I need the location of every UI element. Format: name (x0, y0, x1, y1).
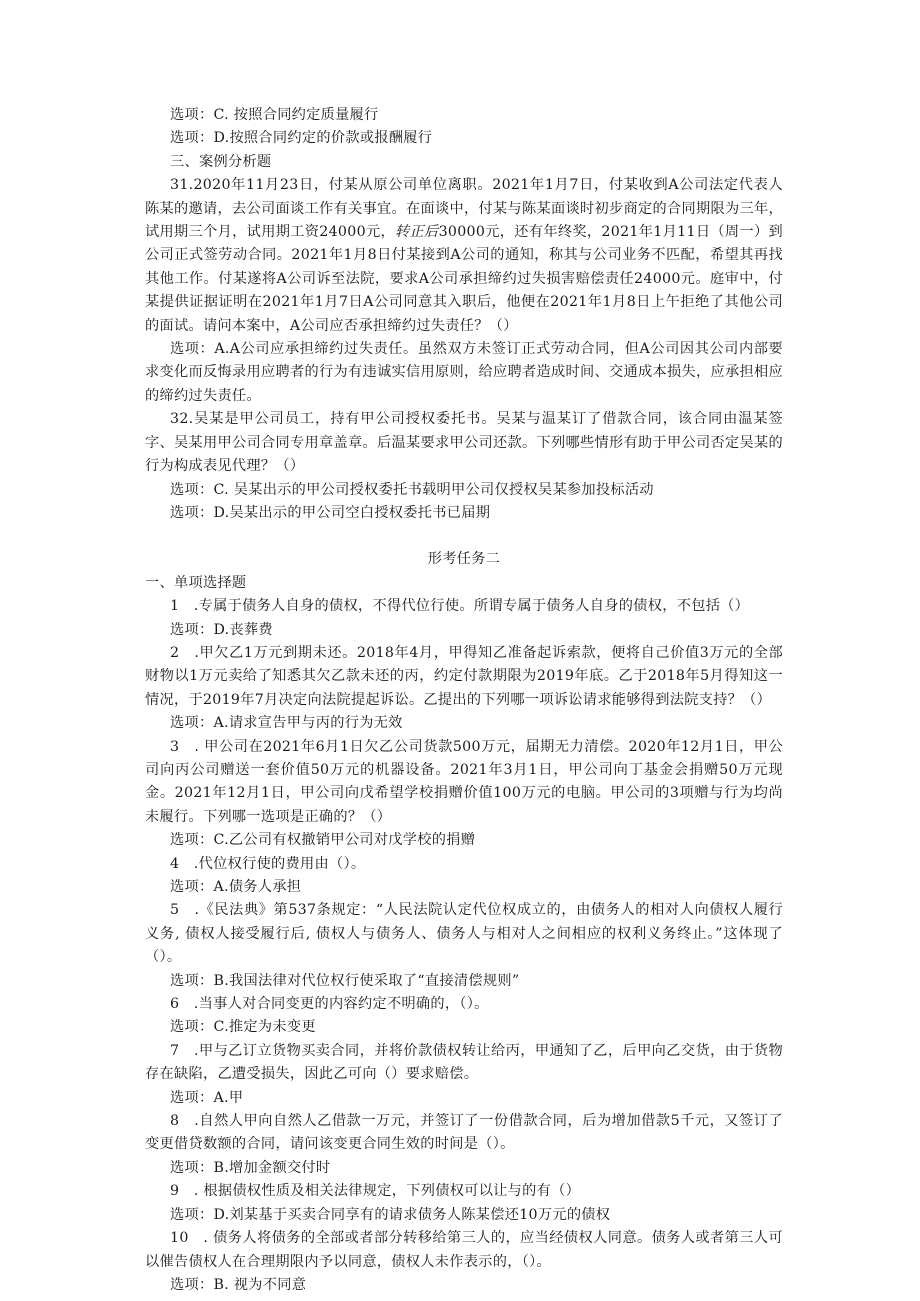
question-31-italic: 转正后 (395, 224, 439, 241)
question-32-answer-d: 选项：D.吴某出示的甲公司空白授权委托书已届期 (170, 504, 491, 521)
answer-item: 选项：C.推定为未变更 (170, 1019, 316, 1036)
question-32: 32.吴某是甲公司员工，持有甲公司授权委托书。吴某与温某订了借款合同，该合同由温某签字、吴某用甲公司合同专用章盖章。后温某要求甲公司还款。下列哪些情形有助于甲公司否定吴某的行为构成表见代理？（） (145, 411, 783, 475)
answer-item: 选项：C.乙公司有权撤销甲公司对戊学校的捐赠 (170, 832, 476, 849)
question-31 (145, 174, 783, 338)
answer-item: 选项：A.甲 (170, 1089, 244, 1106)
question-item: 6 .当事人对合同变更的内容约定不明确的，（）。 (170, 996, 489, 1013)
question-item: 8 .自然人甲向自然人乙借款一万元，并签订了一份借款合同，后为增加借款5千元，又签订了变更借贷数额的合同，请问该变更合同生效的时间是（）。 (145, 1113, 783, 1153)
question-item: 9 . 根据债权性质及相关法律规定，下列债权可以让与的有（） (170, 1183, 581, 1200)
question-item: 3 . 甲公司在2021年6月1日欠乙公司货款500万元，届期无力清偿。2020年12月1日，甲公司向丙公司赠送一套价值50万元的机器设备。2021年3月1日，甲公司向丁基金会捐赠50万元现金。2021年12月1日，甲公司向戊希望学校捐赠价值100万元的电脑。甲公司的3项赠与行为均尚未履行。下列哪一选项是正确的？（） (145, 738, 783, 825)
question-31-text-b: 30000元，还有年终奖，2021年1月11日（周一）到公司正式签劳动合同。2021年1月8日付某接到A公司的通知，称其与公司业务不匹配，希望其再找其他工作。付某遂将A公司诉至法院，要求A公司承担缔约过失损害赔偿责任24000元。庭审中，付某提供证据证明在2021年1月7日A公司同意其入职后，他便在2021年1月8日上午拒绝了其他公司的面试。请问本案中，A公司应否承担缔约过失责任？（） (145, 224, 783, 334)
question-31-answer: 选项：A.A公司应承担缔约过失责任。虽然双方未签订正式劳动合同，但A公司因其公司内部要求变化而反悔录用应聘者的行为有违诚实信用原则，给应聘者造成时间、交通成本损失，应承担相应的缔约过失责任。 (145, 341, 783, 404)
answer-item: 选项：A.请求宣告甲与丙的行为无效 (170, 715, 403, 732)
question-item: 5 .《民法典》第537条规定：“人民法院认定代位权成立的，由债务人的相对人向债权人履行义务, 债权人接受履行后, 债权人与债务人、债务人与相对人之间相应的权利义务终止。”这体现了（）。 (145, 902, 783, 966)
section-title: 形考任务二 (427, 551, 501, 568)
question-item: 7 .甲与乙订立货物买卖合同，并将价款债权转让给丙，甲通知了乙，后甲向乙交货，由于货物存在缺陷，乙遭受损失，因此乙可向（）要求赔偿。 (145, 1042, 783, 1083)
question-item: 1 .专属于债务人自身的债权，不得代位行使。所谓专属于债务人自身的债权，不包括（） (170, 598, 750, 615)
question-item: 2 .甲欠乙1万元到期未还。2018年4月，甲得知乙准备起诉索款，便将自己价值3万元的全部财物以1万元卖给了知悉其欠乙款未还的丙，约定付款期限为2019年底。乙于2018年5月得知这一情况，于2019年7月决定向法院提起诉讼。乙提出的下列哪一项诉讼请求能够得到法院支持？（） (145, 644, 783, 708)
answer-item: 选项：D.丧葬费 (170, 621, 273, 638)
answer-item: 选项：B.我国法律对代位权行使采取了“直接清偿规则” (170, 972, 520, 989)
question-32-answer-c: 选项：C. 吴某出示的甲公司授权委托书载明甲公司仅授权吴某参加投标活动 (170, 481, 654, 498)
document-content (145, 104, 783, 1297)
question-item: 10 . 债务人将债务的全部或者部分转移给第三人的，应当经债权人同意。债务人或者第三人可以催告债权人在合理期限内予以同意，债权人未作表示的，（）。 (145, 1230, 783, 1270)
answer-item: 选项：A.债务人承担 (170, 879, 302, 895)
option-line: 选项：D.按照合同约定的价款或报酬履行 (170, 130, 433, 147)
answer-item: 选项：B.增加金额交付时 (170, 1159, 331, 1176)
question-item: 4 .代位权行使的费用由（）。 (170, 855, 366, 872)
answer-item: 选项：D.刘某基于买卖合同享有的请求债务人陈某偿还10万元的债权 (170, 1206, 611, 1223)
section-subtitle: 一、单项选择题 (145, 574, 247, 591)
answer-item: 选项：B. 视为不同意 (170, 1276, 307, 1293)
question-31-text-a: 31.2020年11月23日，付某从原公司单位离职。2021年1月7日，付某收到A公司法定代表人陈某的邀请，去公司面谈工作有关事宜。在面谈中，付某与陈某面谈时初步商定的合同期限为三年，试用期三个月，试用期工资24000元， (145, 177, 783, 241)
option-line: 选项：C. 按照合同约定质量履行 (170, 107, 379, 123)
section-heading: 三、案例分析题 (170, 153, 272, 170)
